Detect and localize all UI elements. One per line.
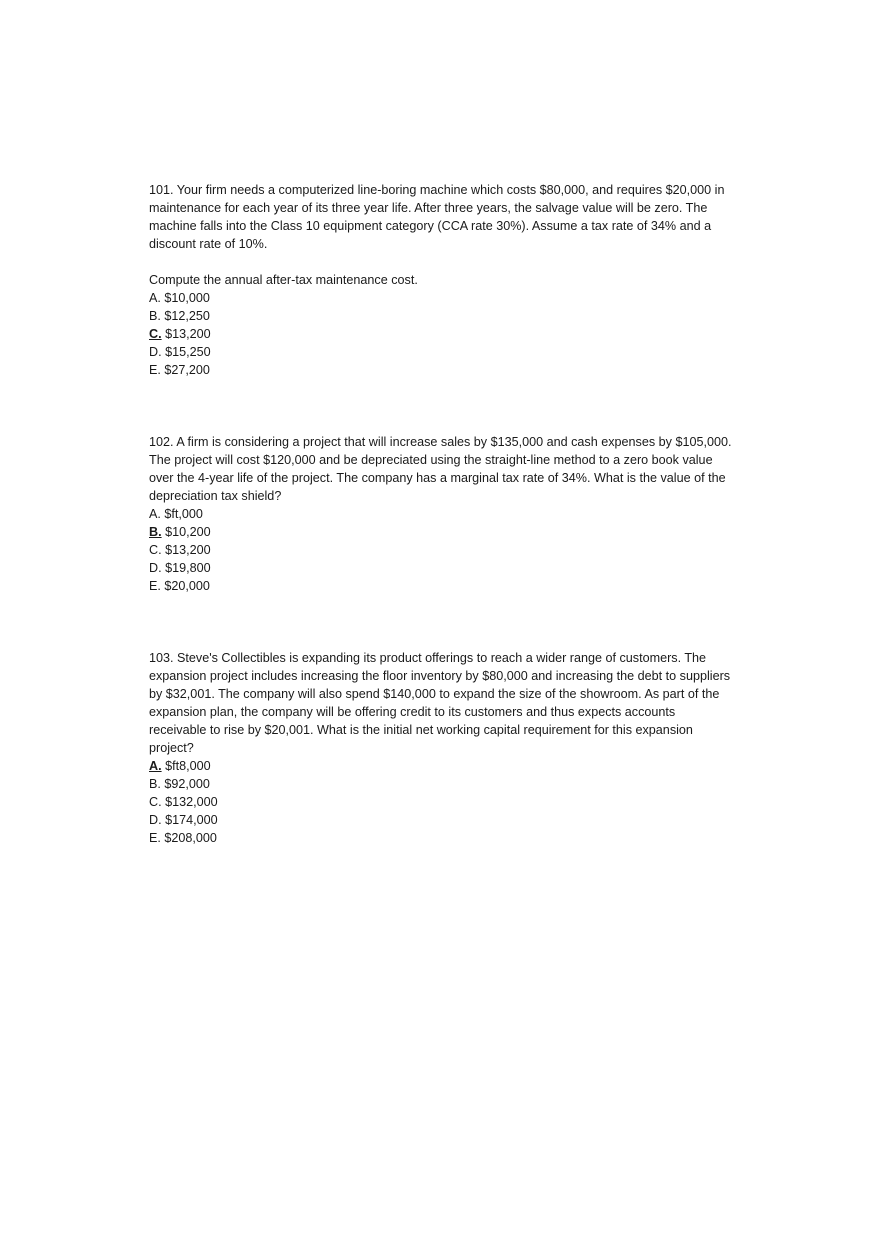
question-text: 103. Steve's Collectibles is expanding its product offerings to reach a wider range of customers. The expansion project includes increasing the floor inventory by $80,000 and increasing the debt to suppliers by $32,001. The company will also spend $140,000 to expand the size of the showroom. As part of the expansion plan, the company will be offering credit to its customers and thus expects accounts receivable to rise by $20,001. What is the initial net working capital requirement for this expansion project? bbox=[149, 651, 731, 755]
answer-option-d bbox=[149, 559, 734, 577]
question-text: 102. A firm is considering a project that will increase sales by $135,000 and cash expenses by $105,000. The project will cost $120,000 and be depreciated using the straight-line method to a zero book value over the 4-year life of the project. The company has a marginal tax rate of 34%. What is the value of the depreciation tax shield? bbox=[149, 435, 732, 503]
document-page bbox=[149, 181, 734, 847]
option-value: $13,200 bbox=[161, 327, 211, 341]
question-103 bbox=[149, 649, 734, 847]
answer-option-c bbox=[149, 541, 734, 559]
option-value: $10,200 bbox=[161, 525, 211, 539]
question-101 bbox=[149, 181, 734, 379]
question-102 bbox=[149, 433, 734, 595]
option-letter: C. bbox=[149, 795, 162, 809]
question-prompt: Compute the annual after-tax maintenance cost. bbox=[149, 273, 418, 287]
option-value: $208,000 bbox=[160, 831, 217, 845]
option-value: $20,000 bbox=[160, 579, 210, 593]
option-letter: A. bbox=[149, 291, 161, 305]
answer-option-b bbox=[149, 523, 734, 541]
answer-option-a bbox=[149, 505, 734, 523]
answer-option-c bbox=[149, 793, 734, 811]
option-letter: E. bbox=[149, 831, 161, 845]
answer-option-a bbox=[149, 289, 734, 307]
answer-options bbox=[149, 757, 734, 847]
option-letter: D. bbox=[149, 345, 162, 359]
option-value: $19,800 bbox=[161, 561, 211, 575]
option-value: $ft8,000 bbox=[161, 759, 211, 773]
answer-option-b bbox=[149, 307, 734, 325]
option-letter: B. bbox=[149, 777, 161, 791]
option-value: $ft,000 bbox=[160, 507, 203, 521]
option-value: $92,000 bbox=[160, 777, 210, 791]
correct-option-letter: A. bbox=[149, 759, 162, 773]
answer-option-d bbox=[149, 811, 734, 829]
answer-option-e bbox=[149, 577, 734, 595]
answer-option-e bbox=[149, 829, 734, 847]
option-value: $174,000 bbox=[161, 813, 218, 827]
option-value: $132,000 bbox=[161, 795, 218, 809]
option-letter: D. bbox=[149, 561, 162, 575]
answer-options bbox=[149, 289, 734, 379]
option-value: $13,200 bbox=[161, 543, 211, 557]
answer-option-c bbox=[149, 325, 734, 343]
question-text: 101. Your firm needs a computerized line-boring machine which costs $80,000, and requires $20,000 in maintenance for each year of its three year life. After three years, the salvage value will be zero. The machine falls into the Class 10 equipment category (CCA rate 30%). Assume a tax rate of 34% and a discount rate of 10%. bbox=[149, 183, 725, 251]
option-letter: E. bbox=[149, 363, 161, 377]
option-value: $15,250 bbox=[161, 345, 211, 359]
option-letter: E. bbox=[149, 579, 161, 593]
answer-option-d bbox=[149, 343, 734, 361]
correct-option-letter: C. bbox=[149, 327, 162, 341]
option-value: $12,250 bbox=[160, 309, 210, 323]
answer-option-a bbox=[149, 757, 734, 775]
correct-option-letter: B. bbox=[149, 525, 162, 539]
answer-options bbox=[149, 505, 734, 595]
option-letter: A. bbox=[149, 507, 161, 521]
option-letter: D. bbox=[149, 813, 162, 827]
answer-option-e bbox=[149, 361, 734, 379]
option-value: $27,200 bbox=[160, 363, 210, 377]
option-letter: B. bbox=[149, 309, 161, 323]
option-value: $10,000 bbox=[160, 291, 210, 305]
option-letter: C. bbox=[149, 543, 162, 557]
answer-option-b bbox=[149, 775, 734, 793]
